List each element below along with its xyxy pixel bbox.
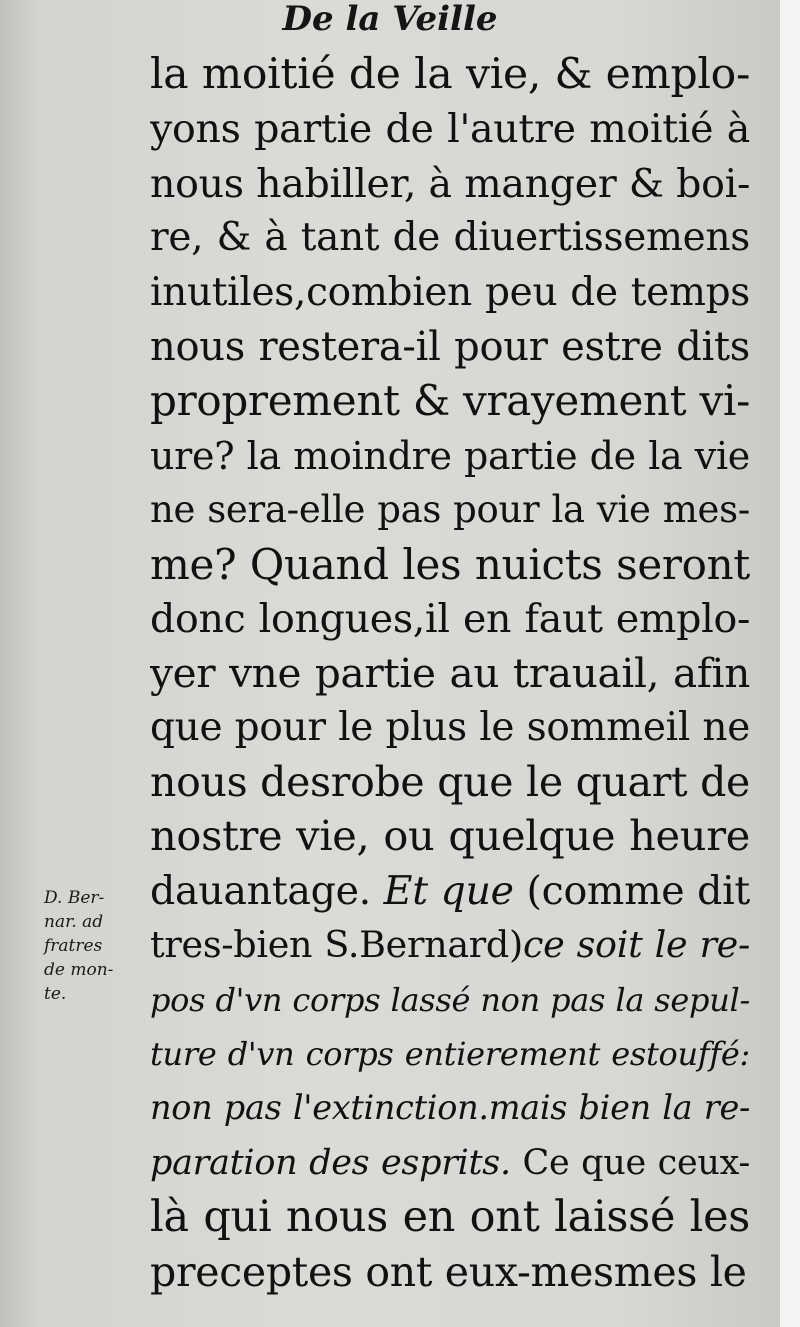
text-line: inutiles,combien peu de temps [150,269,750,315]
text-line: que pour le plus le sommeil ne [150,704,750,750]
text-line: la moitié de la vie, & emplo- [150,50,750,99]
text-line: proprement & vrayement vi- [150,376,750,426]
italic-line: ture d'vn corps entierement estouffé: [150,1035,750,1074]
text-line: me? Quand les nuicts seront [150,539,750,589]
page-edge [780,0,800,1327]
marginal-note-line: D. Ber- [44,888,105,908]
text-line: re, & à tant de diuertissemens [150,215,750,261]
marginal-note-line: de mon- [44,960,114,980]
text-line: nous desrobe que le quart de [150,758,750,807]
text-line: donc longues,il en faut emplo- [150,595,750,642]
italic-run: paration des esprits. [150,1142,511,1183]
text-line: nostre vie, ou quelque heure [150,811,750,861]
marginal-note-line: fratres [44,936,103,956]
text-line: là qui nous en ont laissé les [150,1192,750,1243]
running-head: De la Veille [282,0,498,39]
marginal-note-line: te. [44,984,67,1004]
body-text [150,48,750,1299]
marginal-note [44,886,154,1006]
roman-run: (comme dit [513,867,750,914]
text-line: nous habiller, à manger & boi- [150,160,750,207]
text-line-mixed [150,918,750,972]
text-line: nous restera-il pour estre dits [150,323,750,370]
marginal-note-line: nar. ad [44,912,104,932]
roman-run: tres-bien S.Bernard) [150,923,523,967]
roman-run: dauantage. [150,867,384,914]
text-line-mixed [150,1136,750,1190]
text-line: yons partie de l'autre moitié à [150,106,750,153]
italic-run: Et que [383,867,514,914]
text-line: ne sera-elle pas pour la vie mes- [150,488,750,532]
text-line: preceptes ont eux-mesmes le [150,1247,747,1296]
italic-line: pos d'vn corps lassé non pas la sepul- [150,980,750,1019]
text-line: ure? la moindre partie de la vie [150,433,750,478]
italic-line: non pas l'extinction.mais bien la re- [150,1088,750,1128]
text-line-mixed [150,864,750,918]
roman-run: Ce que ceux- [510,1142,750,1183]
text-line: yer vne partie au trauail, afin [150,649,750,698]
italic-run: ce soit le re- [522,923,750,967]
